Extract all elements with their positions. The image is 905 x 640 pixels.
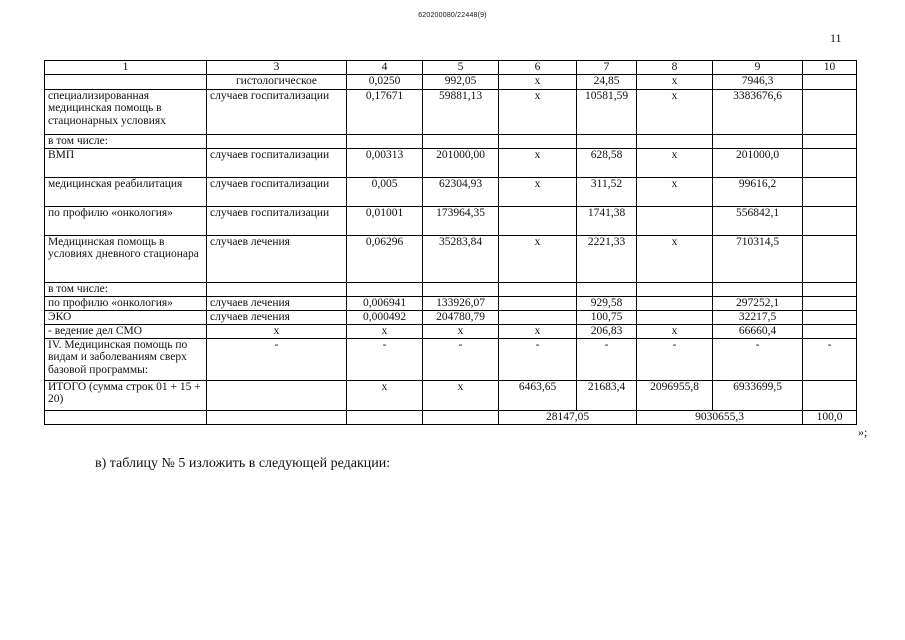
value-cell: x xyxy=(499,148,577,177)
value-cell: 201000,00 xyxy=(423,148,499,177)
total-percent-cell: 100,0 xyxy=(803,410,857,424)
table-row xyxy=(45,134,857,148)
header-cell: 9 xyxy=(713,61,803,75)
value-cell xyxy=(499,134,577,148)
value-cell: 133926,07 xyxy=(423,296,499,310)
unit-cell: случаев лечения xyxy=(207,310,347,324)
value-cell: x xyxy=(637,74,713,89)
value-cell xyxy=(803,206,857,235)
header-cell: 5 xyxy=(423,61,499,75)
value-cell: 0,17671 xyxy=(347,89,423,134)
value-cell: 32217,5 xyxy=(713,310,803,324)
value-cell: 21683,4 xyxy=(577,380,637,410)
row-label: специализированная медицинская помощь в стационарных условиях xyxy=(45,89,207,134)
tariff-table xyxy=(44,60,857,425)
header-cell: 1 xyxy=(45,61,207,75)
value-cell: x xyxy=(347,324,423,338)
value-cell: 0,000492 xyxy=(347,310,423,324)
empty-cell xyxy=(45,410,207,424)
value-cell: 0,01001 xyxy=(347,206,423,235)
value-cell xyxy=(499,282,577,296)
value-cell xyxy=(803,235,857,282)
value-cell: x xyxy=(637,177,713,206)
value-cell: 0,005 xyxy=(347,177,423,206)
value-cell: x xyxy=(499,74,577,89)
value-cell xyxy=(577,134,637,148)
table-row xyxy=(45,148,857,177)
value-cell: x xyxy=(499,177,577,206)
table-row-total xyxy=(45,380,857,410)
value-cell: - xyxy=(499,338,577,380)
table-row xyxy=(45,235,857,282)
row-label: ЭКО xyxy=(45,310,207,324)
row-label: в том числе: xyxy=(45,134,207,148)
unit-cell xyxy=(207,282,347,296)
table-row-grand-total xyxy=(45,410,857,424)
value-cell xyxy=(803,148,857,177)
value-cell: x xyxy=(637,148,713,177)
header-cell: 10 xyxy=(803,61,857,75)
value-cell xyxy=(803,380,857,410)
row-label: Медицинская помощь в условиях дневного стационара xyxy=(45,235,207,282)
value-cell xyxy=(803,177,857,206)
row-label: медицинская реабилитация xyxy=(45,177,207,206)
value-cell: - xyxy=(637,338,713,380)
unit-cell: x xyxy=(207,324,347,338)
header-cell: 8 xyxy=(637,61,713,75)
row-label: - ведение дел СМО xyxy=(45,324,207,338)
value-cell xyxy=(499,296,577,310)
value-cell xyxy=(803,324,857,338)
closing-quote: »; xyxy=(858,425,868,439)
value-cell xyxy=(499,206,577,235)
unit-cell xyxy=(207,380,347,410)
table-row xyxy=(45,296,857,310)
total-cost-cell: 28147,05 xyxy=(499,410,637,424)
value-cell: x xyxy=(637,235,713,282)
value-cell: 10581,59 xyxy=(577,89,637,134)
value-cell xyxy=(637,296,713,310)
value-cell: x xyxy=(347,380,423,410)
table-row xyxy=(45,89,857,134)
table-row xyxy=(45,324,857,338)
value-cell xyxy=(347,282,423,296)
value-cell: 24,85 xyxy=(577,74,637,89)
value-cell: 35283,84 xyxy=(423,235,499,282)
value-cell: 297252,1 xyxy=(713,296,803,310)
unit-cell: случаев лечения xyxy=(207,235,347,282)
document-id: 620200080/22448(9) xyxy=(418,12,487,19)
value-cell: x xyxy=(499,324,577,338)
value-cell: 628,58 xyxy=(577,148,637,177)
value-cell: - xyxy=(347,338,423,380)
table-row xyxy=(45,282,857,296)
empty-cell xyxy=(207,410,347,424)
value-cell: x xyxy=(499,235,577,282)
header-cell: 4 xyxy=(347,61,423,75)
value-cell xyxy=(803,134,857,148)
value-cell: 710314,5 xyxy=(713,235,803,282)
value-cell xyxy=(423,134,499,148)
row-label: IV. Медицинская помощь по видам и заболеваниям сверх базовой программы: xyxy=(45,338,207,380)
value-cell xyxy=(347,134,423,148)
value-cell xyxy=(803,310,857,324)
value-cell: - xyxy=(803,338,857,380)
value-cell: x xyxy=(499,89,577,134)
value-cell xyxy=(637,206,713,235)
value-cell xyxy=(713,134,803,148)
value-cell: x xyxy=(637,324,713,338)
value-cell: 929,58 xyxy=(577,296,637,310)
page-number: 11 xyxy=(830,31,842,45)
empty-cell xyxy=(423,410,499,424)
unit-cell: - xyxy=(207,338,347,380)
value-cell: 0,00313 xyxy=(347,148,423,177)
value-cell: 7946,3 xyxy=(713,74,803,89)
value-cell: 3383676,6 xyxy=(713,89,803,134)
value-cell xyxy=(713,282,803,296)
value-cell: 99616,2 xyxy=(713,177,803,206)
unit-cell: гистологическое xyxy=(207,74,347,89)
unit-cell: случаев госпитализации xyxy=(207,89,347,134)
table-row xyxy=(45,310,857,324)
unit-cell: случаев госпитализации xyxy=(207,206,347,235)
unit-cell: случаев лечения xyxy=(207,296,347,310)
value-cell xyxy=(803,89,857,134)
value-cell: 201000,0 xyxy=(713,148,803,177)
value-cell xyxy=(577,282,637,296)
value-cell: 992,05 xyxy=(423,74,499,89)
value-cell: - xyxy=(577,338,637,380)
value-cell: 100,75 xyxy=(577,310,637,324)
table-header-row xyxy=(45,61,857,75)
amendment-paragraph: в) таблицу № 5 изложить в следующей редакции: xyxy=(95,456,391,471)
value-cell: 0,006941 xyxy=(347,296,423,310)
value-cell: x xyxy=(423,380,499,410)
value-cell: 6463,65 xyxy=(499,380,577,410)
value-cell: 2221,33 xyxy=(577,235,637,282)
header-cell: 3 xyxy=(207,61,347,75)
table-row xyxy=(45,74,857,89)
value-cell: 6933699,5 xyxy=(713,380,803,410)
row-label xyxy=(45,74,207,89)
value-cell: 204780,79 xyxy=(423,310,499,324)
value-cell xyxy=(803,296,857,310)
row-label: по профилю «онкология» xyxy=(45,206,207,235)
row-label: ВМП xyxy=(45,148,207,177)
value-cell: x xyxy=(423,324,499,338)
value-cell xyxy=(637,282,713,296)
value-cell: 0,06296 xyxy=(347,235,423,282)
value-cell: 62304,93 xyxy=(423,177,499,206)
value-cell xyxy=(637,134,713,148)
value-cell: 2096955,8 xyxy=(637,380,713,410)
value-cell: - xyxy=(423,338,499,380)
row-label: в том числе: xyxy=(45,282,207,296)
unit-cell: случаев госпитализации xyxy=(207,148,347,177)
header-cell: 7 xyxy=(577,61,637,75)
value-cell: 66660,4 xyxy=(713,324,803,338)
unit-cell: случаев госпитализации xyxy=(207,177,347,206)
table-row xyxy=(45,177,857,206)
value-cell: x xyxy=(637,89,713,134)
value-cell: 59881,13 xyxy=(423,89,499,134)
unit-cell xyxy=(207,134,347,148)
value-cell: 0,0250 xyxy=(347,74,423,89)
table-row xyxy=(45,206,857,235)
value-cell xyxy=(637,310,713,324)
value-cell xyxy=(499,310,577,324)
total-amount-cell: 9030655,3 xyxy=(637,410,803,424)
value-cell: 1741,38 xyxy=(577,206,637,235)
value-cell: - xyxy=(713,338,803,380)
value-cell: 311,52 xyxy=(577,177,637,206)
value-cell xyxy=(803,282,857,296)
row-label: по профилю «онкология» xyxy=(45,296,207,310)
value-cell xyxy=(423,282,499,296)
empty-cell xyxy=(347,410,423,424)
row-label: ИТОГО (сумма строк 01 + 15 + 20) xyxy=(45,380,207,410)
value-cell: 556842,1 xyxy=(713,206,803,235)
value-cell xyxy=(803,74,857,89)
table-row xyxy=(45,338,857,380)
header-cell: 6 xyxy=(499,61,577,75)
value-cell: 173964,35 xyxy=(423,206,499,235)
value-cell: 206,83 xyxy=(577,324,637,338)
